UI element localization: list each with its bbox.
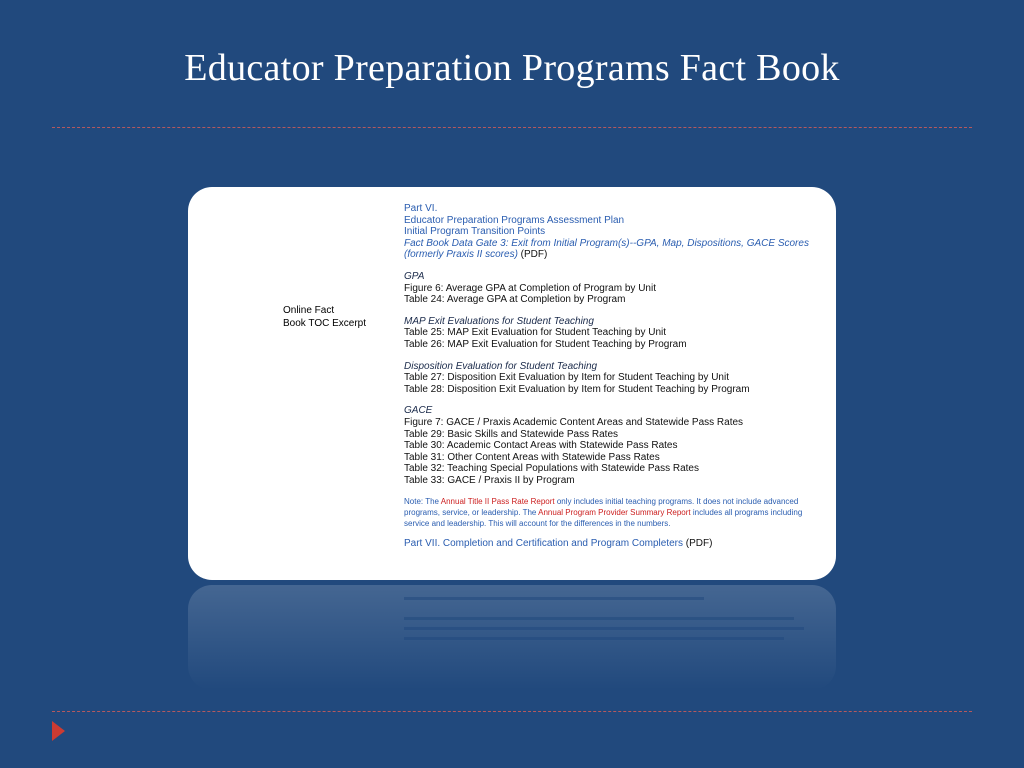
clipped-line <box>404 187 764 191</box>
gpa-group <box>404 271 824 306</box>
note-mid: only includes initial teaching programs. It does not include advanced programs, service, or leadership. The <box>404 497 799 518</box>
gace-item[interactable]: Table 32: Teaching Special Populations with Statewide Pass Rates <box>404 463 699 475</box>
gace-item[interactable]: Figure 7: GACE / Praxis Academic Content Areas and Statewide Pass Rates <box>404 416 744 428</box>
reflection-line <box>404 637 784 640</box>
toc-list <box>404 187 824 550</box>
note-prefix: Note: The <box>404 497 441 507</box>
part6-item-assessment-plan[interactable]: Educator Preparation Programs Assessment Plan <box>404 214 625 226</box>
gace-item[interactable]: Table 33: GACE / Praxis II by Program <box>404 474 575 486</box>
disposition-group <box>404 361 824 396</box>
map-heading: MAP Exit Evaluations for Student Teaching <box>404 315 594 327</box>
disposition-item[interactable]: Table 28: Disposition Exit Evaluation by Item for Student Teaching by Program <box>404 383 750 395</box>
pass-rate-note <box>404 496 814 529</box>
gpa-heading: GPA <box>404 270 425 282</box>
disposition-item[interactable]: Table 27: Disposition Exit Evaluation by Item for Student Teaching by Unit <box>404 372 729 384</box>
part7-link[interactable]: Part VII. Completion and Certification and Program Completers <box>404 538 684 550</box>
caption-line-1: Online Fact <box>283 305 335 316</box>
triangle-right-icon <box>52 721 65 741</box>
gpa-item[interactable]: Figure 6: Average GPA at Completion of Program by Unit <box>404 282 656 294</box>
gace-group <box>404 405 824 486</box>
gace-item[interactable]: Table 30: Academic Contact Areas with Statewide Pass Rates <box>404 440 678 452</box>
card-reflection <box>188 585 836 690</box>
part6-gate3-link[interactable]: Fact Book Data Gate 3: Exit from Initial Program(s)--GPA, Map, Dispositions, GACE Scores <box>404 237 809 249</box>
part6-item-transition-points[interactable]: Initial Program Transition Points <box>404 226 546 238</box>
part6-title[interactable]: Part VI. <box>404 203 438 214</box>
map-item[interactable]: Table 25: MAP Exit Evaluation for Student Teaching by Unit <box>404 327 667 339</box>
disposition-heading: Disposition Evaluation for Student Teaching <box>404 360 598 372</box>
gace-heading: GACE <box>404 405 433 417</box>
map-group <box>404 316 824 351</box>
reflection-line <box>404 617 794 620</box>
slide-title: Educator Preparation Programs Fact Book <box>184 47 840 89</box>
toc-excerpt-card <box>188 187 836 580</box>
top-divider <box>52 127 972 128</box>
card-caption <box>283 304 393 330</box>
part6-group <box>404 203 824 261</box>
part6-gate3-link-cont[interactable]: (formerly Praxis II scores) <box>404 249 518 261</box>
provider-summary-report-link[interactable]: Annual Program Provider Summary Report <box>538 508 691 518</box>
title-ii-report-link[interactable]: Annual Title II Pass Rate Report <box>440 497 555 507</box>
part7-pdf: (PDF) <box>683 538 713 550</box>
gace-item[interactable]: Table 29: Basic Skills and Statewide Pass Rates <box>404 428 618 440</box>
gpa-item[interactable]: Table 24: Average GPA at Completion by Program <box>404 294 626 306</box>
reflection-line <box>404 597 704 600</box>
part7-row <box>404 538 824 550</box>
note-suffix: includes all programs including service and leadership. This will account for the differences in the numbers. <box>404 508 803 529</box>
gace-item[interactable]: Table 31: Other Content Areas with Statewide Pass Rates <box>404 451 660 463</box>
caption-line-2: Book TOC Excerpt <box>283 318 366 329</box>
part6-gate3-pdf: (PDF) <box>517 249 548 261</box>
bottom-divider <box>52 711 972 712</box>
reflection-line <box>404 627 804 630</box>
map-item[interactable]: Table 26: MAP Exit Evaluation for Student Teaching by Program <box>404 338 687 350</box>
